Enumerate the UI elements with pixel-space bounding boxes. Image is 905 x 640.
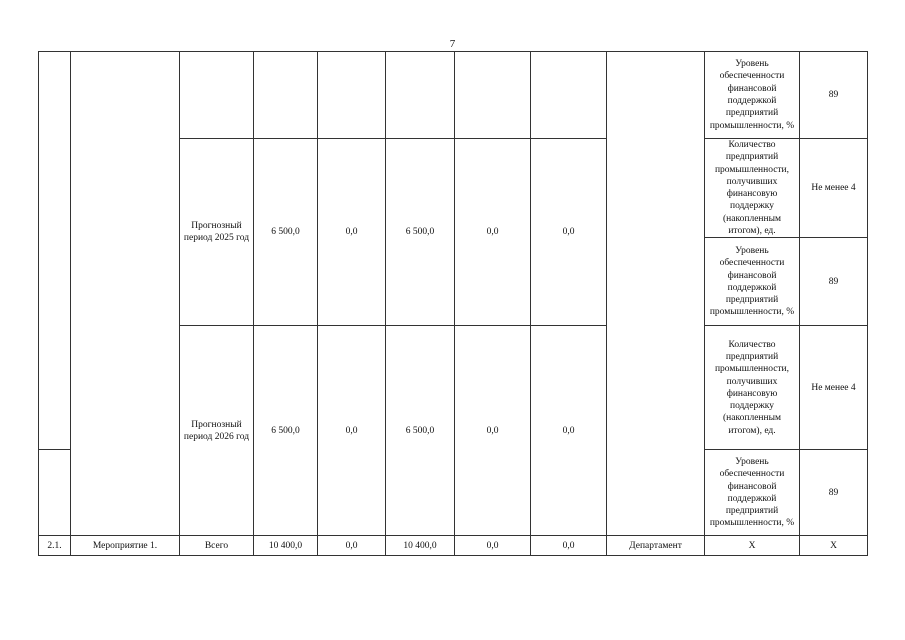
target-value: 89 [800,52,868,139]
amount-total: 6 500,0 [254,139,318,326]
amount-total: 6 500,0 [254,326,318,536]
period-label: Прогнозный период 2025 год [180,139,254,326]
amount-value: 0,0 [531,326,607,536]
event-number: 2.1. [39,536,71,556]
number-cell-continued [39,52,71,450]
indicator-enterprise-count: Количество предприятий промышленности, получивших финансовую поддержку (накопленным итогом), ед. [705,139,800,238]
table-row-event [39,536,868,556]
amount-value: 0,0 [455,326,531,536]
event-amount: 0,0 [455,536,531,556]
indicator-enterprise-count: Количество предприятий промышленности, получивших финансовую поддержку (накопленным итогом), ед. [705,326,800,450]
col5-cell-continued [531,52,607,139]
indicator-funding-level: Уровень обеспеченности финансовой поддержкой предприятий промышленности, % [705,238,800,326]
event-indicator: Х [705,536,800,556]
amount-value: 0,0 [318,326,386,536]
target-value: 89 [800,450,868,536]
event-amount: 10 400,0 [386,536,455,556]
table-row [39,52,868,139]
target-value: Не менее 4 [800,139,868,238]
indicator-funding-level: Уровень обеспеченности финансовой поддержкой предприятий промышленности, % [705,52,800,139]
page-number: 7 [449,38,456,50]
event-amount: 0,0 [318,536,386,556]
col2-cell-continued [318,52,386,139]
amount-value: 6 500,0 [386,326,455,536]
event-amount: 0,0 [531,536,607,556]
name-cell-continued [71,52,180,536]
col4-cell-continued [455,52,531,139]
indicator-funding-level: Уровень обеспеченности финансовой поддержкой предприятий промышленности, % [705,450,800,536]
total-cell-continued [254,52,318,139]
col3-cell-continued [386,52,455,139]
event-total: 10 400,0 [254,536,318,556]
amount-value: 6 500,0 [386,139,455,326]
amount-value: 0,0 [318,139,386,326]
target-value: 89 [800,238,868,326]
period-cell-continued [180,52,254,139]
program-table [38,51,868,556]
target-value: Не менее 4 [800,326,868,450]
amount-value: 0,0 [531,139,607,326]
event-period: Всего [180,536,254,556]
event-executor: Департамент [607,536,705,556]
amount-value: 0,0 [455,139,531,326]
event-target: Х [800,536,868,556]
number-cell-empty [39,450,71,536]
period-label: Прогнозный период 2026 год [180,326,254,536]
executor-cell-continued [607,52,705,536]
event-name: Мероприятие 1. [71,536,180,556]
